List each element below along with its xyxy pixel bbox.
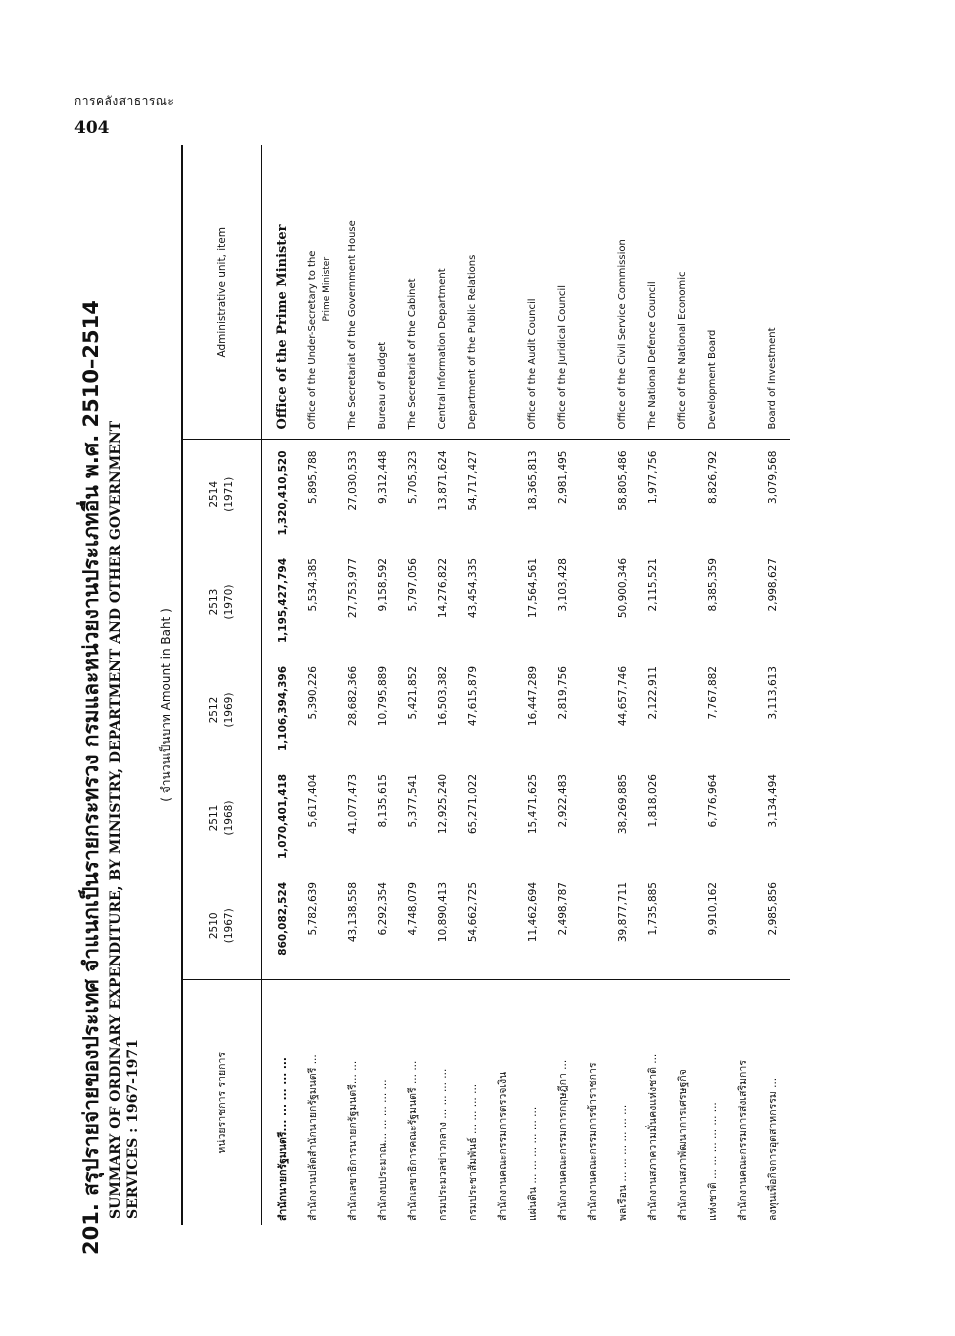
row-value-4: 50,900,346 bbox=[617, 558, 629, 619]
row-value-3: 16,503,382 bbox=[437, 666, 449, 727]
row-value-1: 54,662,725 bbox=[460, 872, 490, 980]
header-year-2510: 2510 (1967) bbox=[182, 872, 262, 980]
row-value-4: 27,753,977 bbox=[347, 558, 359, 619]
row-value-1: 9,910,162 bbox=[700, 872, 730, 980]
row-english-label: Office of the National Economic bbox=[670, 145, 700, 440]
row-value-4: 9,158,592 bbox=[377, 558, 389, 612]
table-row bbox=[400, 145, 430, 1225]
row-thai-label: สำนักงานปลัดสำนักนายกรัฐมนตรี ... bbox=[307, 1054, 319, 1221]
row-value-1: 10,890,413 bbox=[430, 872, 460, 980]
row-value-3: 28,682,366 bbox=[347, 666, 359, 727]
table-row bbox=[610, 145, 640, 1225]
row-thai-label: แผ่นดิน ... ... ... ... ... ... bbox=[527, 1106, 539, 1221]
row-value-1: 43,138,558 bbox=[340, 872, 370, 980]
row-value-5: 18,365,813 bbox=[527, 450, 539, 511]
row-thai-label: สำนักนายกรัฐมนตรี... ... ... ... ... bbox=[277, 1057, 289, 1221]
row-english-label: Office of the Audit Council bbox=[520, 145, 550, 440]
row-value-3 bbox=[580, 656, 610, 764]
title-english-line2: SERVICES : 1967-1971 bbox=[125, 1039, 141, 1219]
row-thai-label: สำนักงานคณะกรรมการส่งเสริมการ bbox=[737, 1060, 749, 1221]
title-thai: 201. สรุปรายจ่ายของประเทศ จำแนกเป็นรายกระทรวง กรมและหน่วยงานประเภทอื่น พ.ศ. 2510–2514 bbox=[79, 300, 103, 1255]
row-value-1: 39,877,711 bbox=[610, 872, 640, 980]
row-value-3: 2,819,756 bbox=[557, 666, 569, 720]
row-value-4 bbox=[730, 548, 760, 656]
row-value-4: 5,534,385 bbox=[307, 558, 319, 612]
header-year-2514: 2514 (1971) bbox=[182, 440, 262, 548]
table-row bbox=[520, 145, 550, 1225]
row-thai-label: สำนักเลขาธิการคณะรัฐมนตรี ... ... bbox=[407, 1060, 419, 1221]
table-row bbox=[460, 145, 490, 1225]
header-year-2511: 2511 (1968) bbox=[182, 764, 262, 872]
row-value-3 bbox=[730, 656, 760, 764]
row-value-3: 16,447,289 bbox=[527, 666, 539, 727]
row-english-label: Central Information Department bbox=[430, 145, 460, 440]
row-english-label: Board of Investment bbox=[760, 145, 790, 440]
row-value-2: 12,925,240 bbox=[437, 774, 449, 835]
row-value-2: 38,269,885 bbox=[617, 774, 629, 835]
row-thai-label: สำนักงานคณะกรรมการกฤษฎีกา ... bbox=[557, 1059, 569, 1221]
row-value-1: 4,748,079 bbox=[400, 872, 430, 980]
table-row bbox=[300, 145, 340, 1225]
row-value-1: 1,735,885 bbox=[640, 872, 670, 980]
row-value-2 bbox=[730, 764, 760, 872]
row-value-2 bbox=[580, 764, 610, 872]
row-value-2: 1,818,026 bbox=[647, 774, 659, 828]
row-value-3: 3,113,613 bbox=[767, 666, 779, 720]
row-thai-label: สำนักงานสภาความมั่นคงแห่งชาติ ... bbox=[647, 1053, 659, 1221]
table-row bbox=[670, 145, 700, 1225]
table-row bbox=[550, 145, 580, 1225]
row-value-2 bbox=[490, 764, 520, 872]
row-value-2: 5,617,404 bbox=[307, 774, 319, 828]
row-value-4: 17,564,561 bbox=[527, 558, 539, 619]
row-english-label: The Secretariat of the Government House bbox=[340, 145, 370, 440]
row-value-3: 5,390,226 bbox=[307, 666, 319, 720]
row-value-1: 2,498,787 bbox=[550, 872, 580, 980]
row-value-1: 860,082,524 bbox=[262, 872, 301, 980]
row-value-5: 13,871,624 bbox=[437, 450, 449, 511]
row-english-label: Bureau of Budget bbox=[370, 145, 400, 440]
row-value-2: 1,070,401,418 bbox=[277, 774, 289, 860]
row-value-1: 2,985,856 bbox=[760, 872, 790, 980]
row-english-label: Development Board bbox=[700, 145, 730, 440]
row-value-3 bbox=[490, 656, 520, 764]
row-value-4: 8,385,359 bbox=[707, 558, 719, 612]
row-value-3: 2,122,911 bbox=[647, 666, 659, 720]
row-thai-label: กรมประมวลข่าวกลาง ... ... ... ... bbox=[437, 1068, 449, 1221]
row-value-1: 6,292,354 bbox=[370, 872, 400, 980]
row-value-4: 2,998,627 bbox=[767, 558, 779, 612]
row-thai-label: สำนักงบประมาณ... ... ... ... ... bbox=[377, 1079, 389, 1221]
header-thai-unit: หน่วยราชการ รายการ bbox=[182, 980, 262, 1225]
row-value-2: 2,922,483 bbox=[557, 774, 569, 828]
row-english-label: Office of the Juridical Council bbox=[550, 145, 580, 440]
row-value-5: 1,977,756 bbox=[647, 450, 659, 504]
header-year-2513: 2513 (1970) bbox=[182, 548, 262, 656]
row-value-5: 3,079,568 bbox=[767, 450, 779, 504]
row-value-5: 5,895,788 bbox=[307, 450, 319, 504]
row-value-2 bbox=[670, 764, 700, 872]
row-english-label: Office of the Under-Secretary to the Prime Minister bbox=[300, 145, 340, 440]
row-value-5: 58,805,486 bbox=[617, 450, 629, 511]
row-value-2: 5,377,541 bbox=[407, 774, 419, 828]
table-body bbox=[262, 145, 791, 1225]
row-value-2: 8,135,615 bbox=[377, 774, 389, 828]
row-english-label: The National Defence Council bbox=[640, 145, 670, 440]
row-thai-label: สำนักงานสภาพัฒนาการเศรษฐกิจ bbox=[677, 1069, 689, 1221]
row-value-4: 2,115,521 bbox=[647, 558, 659, 612]
row-value-1 bbox=[580, 872, 610, 980]
table-row bbox=[730, 145, 760, 1225]
row-value-2: 15,471,625 bbox=[527, 774, 539, 835]
row-thai-label: สำนักงานคณะกรรมการข้าราชการ bbox=[587, 1062, 599, 1221]
row-value-5 bbox=[490, 440, 520, 548]
row-value-2: 3,134,494 bbox=[767, 774, 779, 828]
row-value-5: 27,030,533 bbox=[347, 450, 359, 511]
row-value-3: 1,106,394,396 bbox=[277, 666, 289, 752]
row-value-3: 47,615,879 bbox=[467, 666, 479, 727]
row-value-3: 5,421,852 bbox=[407, 666, 419, 720]
amount-unit-note: ( จำนวนเป็นบาท Amount in Baht ) bbox=[159, 608, 173, 802]
row-value-5 bbox=[580, 440, 610, 548]
row-value-4 bbox=[670, 548, 700, 656]
row-value-1 bbox=[490, 872, 520, 980]
row-value-4: 43,454,335 bbox=[467, 558, 479, 619]
row-value-4: 5,797,056 bbox=[407, 558, 419, 612]
row-thai-label: แห่งชาติ ... ... ... ... ... ... bbox=[707, 1102, 719, 1221]
row-value-4: 14,276,822 bbox=[437, 558, 449, 619]
row-value-4 bbox=[490, 548, 520, 656]
row-value-1 bbox=[670, 872, 700, 980]
row-english-label: Department of the Public Relations bbox=[460, 145, 490, 440]
running-head: การคลังสาธารณะ bbox=[74, 94, 175, 108]
table-row bbox=[490, 145, 520, 1225]
row-value-2: 6,776,964 bbox=[707, 774, 719, 828]
row-english-label: Office of the Prime Minister bbox=[262, 145, 301, 440]
table-row bbox=[370, 145, 400, 1225]
table-title bbox=[75, 155, 142, 1255]
row-value-1: 5,782,639 bbox=[300, 872, 340, 980]
table-row bbox=[760, 145, 790, 1225]
row-value-5: 1,320,410,520 bbox=[277, 450, 289, 536]
row-value-4: 1,195,427,794 bbox=[277, 558, 289, 644]
page-number: 404 bbox=[74, 118, 110, 138]
row-value-5: 8,826,792 bbox=[707, 450, 719, 504]
table-row bbox=[340, 145, 370, 1225]
row-value-5: 5,705,323 bbox=[407, 450, 419, 504]
row-thai-label: กรมประชาสัมพันธ์ ... ... ... ... bbox=[467, 1083, 479, 1221]
table-row bbox=[700, 145, 730, 1225]
expenditure-table bbox=[181, 145, 790, 1225]
row-value-3: 44,657,746 bbox=[617, 666, 629, 727]
rotated-table-page bbox=[75, 145, 875, 1265]
row-english-label-cont: Prime Minister bbox=[322, 256, 332, 322]
header-english-unit: Administrative unit, item bbox=[182, 145, 262, 440]
table-row bbox=[430, 145, 460, 1225]
title-english-line1: SUMMARY OF ORDINARY EXPENDITURE, BY MINISTRY, DEPARTMENT AND OTHER GOVERNMENT bbox=[108, 420, 124, 1219]
row-value-3: 7,767,882 bbox=[707, 666, 719, 720]
row-english-label bbox=[580, 145, 610, 440]
table-header-row bbox=[182, 145, 262, 1225]
row-thai-label: พลเรือน ... ... ... ... ... ... bbox=[617, 1104, 629, 1221]
table-row bbox=[262, 145, 301, 1225]
table-row bbox=[640, 145, 670, 1225]
row-value-4 bbox=[580, 548, 610, 656]
row-thai-label: สำนักงานคณะกรรมการตรวจเงิน bbox=[497, 1071, 509, 1221]
row-thai-label: สำนักเลขาธิการนายกรัฐมนตรี... ... bbox=[347, 1060, 359, 1221]
row-english-label: Office of the Civil Service Commission bbox=[610, 145, 640, 440]
row-thai-label: ลงทุนเพื่อกิจการอุตสาหกรรม ... bbox=[767, 1077, 779, 1221]
row-english-label bbox=[730, 145, 760, 440]
header-year-2512: 2512 (1969) bbox=[182, 656, 262, 764]
row-value-5: 2,981,495 bbox=[557, 450, 569, 504]
row-value-5 bbox=[670, 440, 700, 548]
table-row bbox=[580, 145, 610, 1225]
row-value-5: 9,312,448 bbox=[377, 450, 389, 504]
row-value-2: 65,271,022 bbox=[467, 774, 479, 835]
row-value-3 bbox=[670, 656, 700, 764]
row-value-4: 3,103,428 bbox=[557, 558, 569, 612]
row-value-5: 54,717,427 bbox=[467, 450, 479, 511]
row-value-1: 11,462,694 bbox=[520, 872, 550, 980]
row-value-1 bbox=[730, 872, 760, 980]
row-english-label bbox=[490, 145, 520, 440]
row-english-label: The Secretariat of the Cabinet bbox=[400, 145, 430, 440]
row-value-5 bbox=[730, 440, 760, 548]
row-value-2: 41,077,473 bbox=[347, 774, 359, 835]
row-value-3: 10,795,889 bbox=[377, 666, 389, 727]
